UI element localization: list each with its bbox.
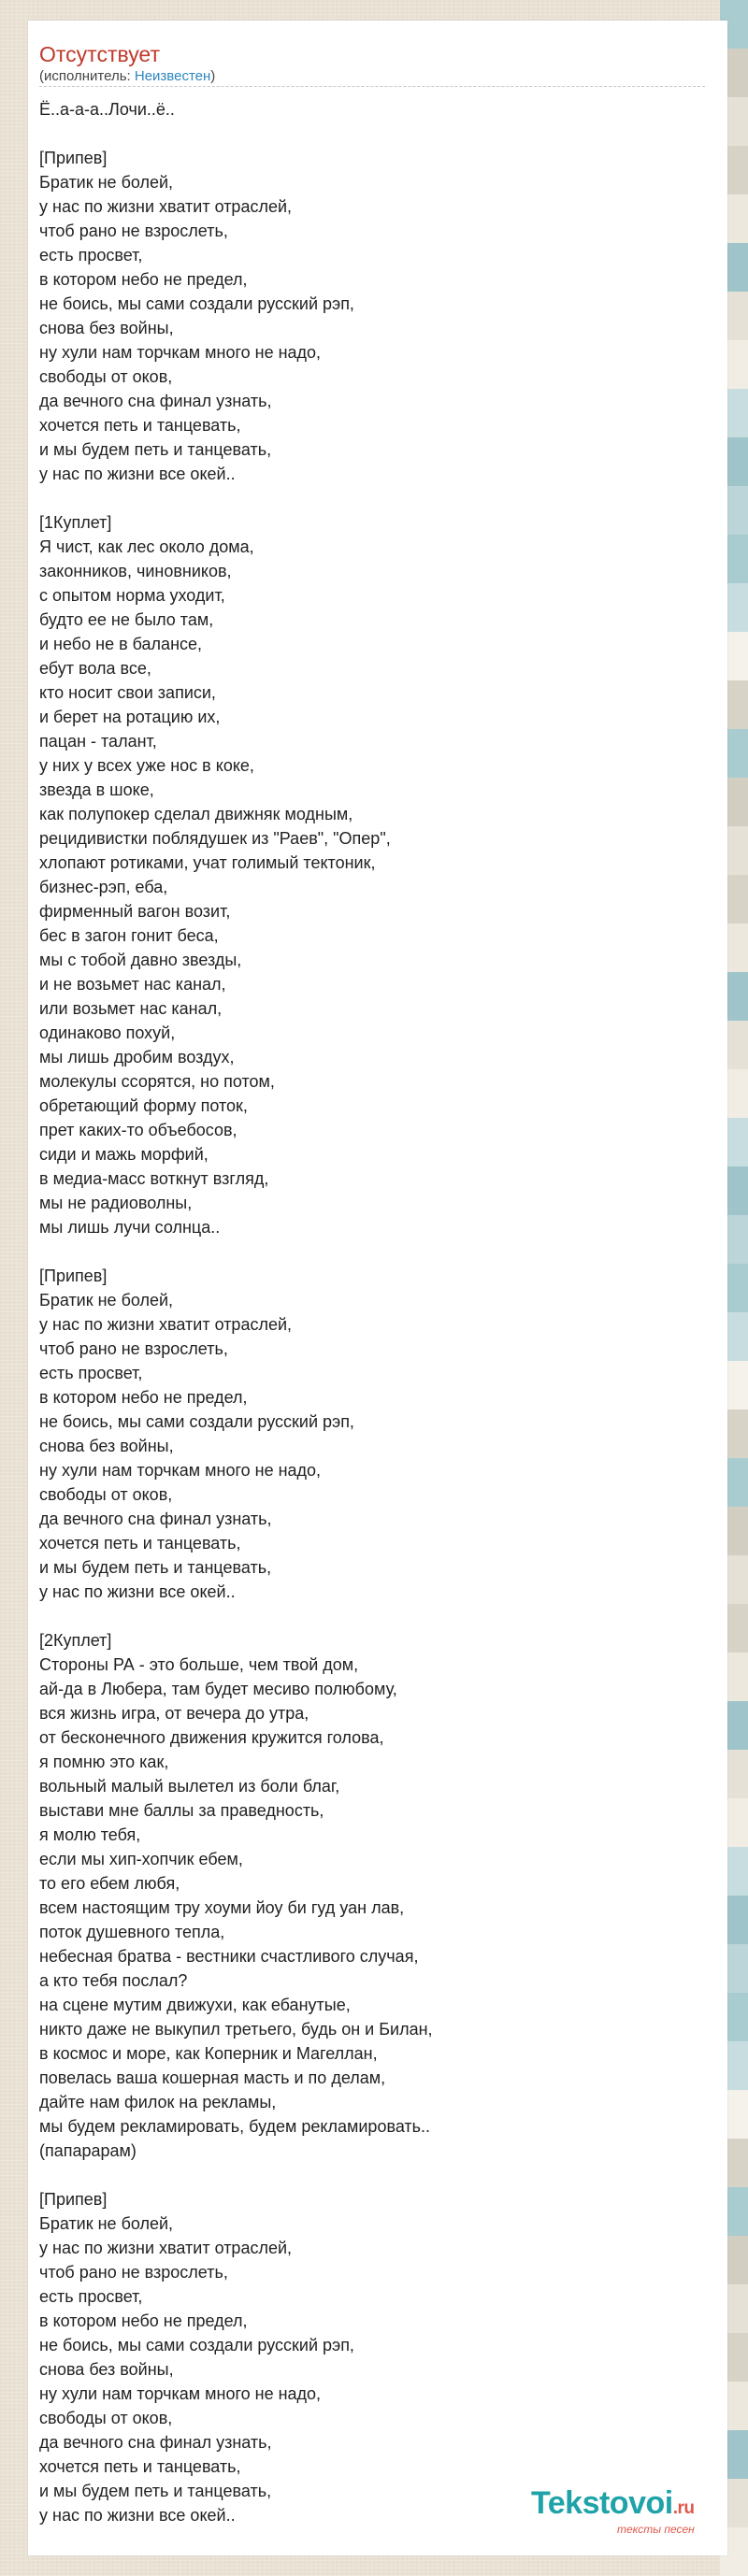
logo-domain: .ru [672, 2498, 695, 2518]
lyrics-text: Ё..а-а-а..Лочи..ё.. [Припев] Братик не болей, у нас по жизни хватит отраслей, чтоб рано не взрослеть, есть просвет, в котором небо не предел, не боись, мы сами создали русский рэп, снова без войны, ну хули нам торчкам много не надо, свободы от оков, да вечного сна финал узнать, хочется петь и танцевать, и мы будем петь и танцевать, у нас по жизни все окей.. [1Куплет] Я чист, как лес около дома, законников, чиновников, с опытом норма уходит, будто ее не было там, и небо не в балансе, ебут вола все, кто носит свои записи, и берет на ротацию их, пацан - талант, у них у всех уже нос в коке, звезда в шоке, как полупокер сделал движняк модным, рецидивистки поблядушек из "Раев", "Опер", хлопают ротиками, учат голимый тектоник, бизнес-рэп, еба, фирменный вагон возит, бес в загон гонит беса, мы с тобой давно звезды, и не возьмет нас канал, или возьмет нас канал, одинаково похуй, мы лишь дробим воздух, молекулы ссорятся, но потом, обретающий форму поток, прет каких-то объебосов, сиди и мажь морфий, в медиа-масс воткнут взгляд, мы не радиоволны, мы лишь лучи солнца.. [Припев] Братик не болей, у нас по жизни хватит отраслей, чтоб рано не взрослеть, есть просвет, в котором небо не предел, не боись, мы сами создали русский рэп, снова без войны, ну хули нам торчкам много не надо, свободы от оков, да вечного сна финал узнать, хочется петь и танцевать, и мы будем петь и танцевать, у нас по жизни все окей.. [2Куплет] Стороны РА - это больше, чем твой дом, ай-да в Люберa, там будет месиво полюбому, вся жизнь игра, от вечера до утра, от бесконечного движения кружится голова, я помню это как, вольный малый вылетел из боли благ, выстави мне баллы за праведность, я молю тебя, если мы хип-хопчик ебем, то его ебем любя, всем настоящим тру хоуми йоу би гуд уан лав, поток душевного тепла, небесная братва - вестники счастливого случая, а кто тебя послал? на сцене мутим движухи, как ебанутые, никто даже не выкупил третьего, будь он и Билан, в космос и море, как Коперник и Магеллан, повелась ваша кошерная масть и по делам, дайте нам филок на рекламы, мы будем рекламировать, будем рекламировать.. (папарарам) [Припев] Братик не болей, у нас по жизни хватит отраслей, чтоб рано не взрослеть, есть просвет, в котором небо не предел, не боись, мы сами создали русский рэп, снова без войны, ну хули нам торчкам много не надо, свободы от оков, да вечного сна финал узнать, хочется петь и танцевать, и мы будем петь и танцевать, у нас по жизни все окей.. [39, 100, 433, 2525]
artist-link[interactable]: Неизвестен [134, 68, 211, 84]
artist-line [39, 67, 215, 86]
artist-prefix: (исполнитель: [39, 68, 135, 84]
artist-suffix: ) [210, 68, 216, 84]
site-logo[interactable] [531, 2484, 727, 2540]
logo-name: Tekstovoi [531, 2485, 673, 2521]
header-divider [39, 86, 705, 87]
logo-tagline: тексты песен [617, 2523, 695, 2536]
lyrics-card [28, 21, 727, 2555]
song-title: Отсутствует [39, 42, 160, 66]
logo-wordmark [531, 2484, 694, 2527]
